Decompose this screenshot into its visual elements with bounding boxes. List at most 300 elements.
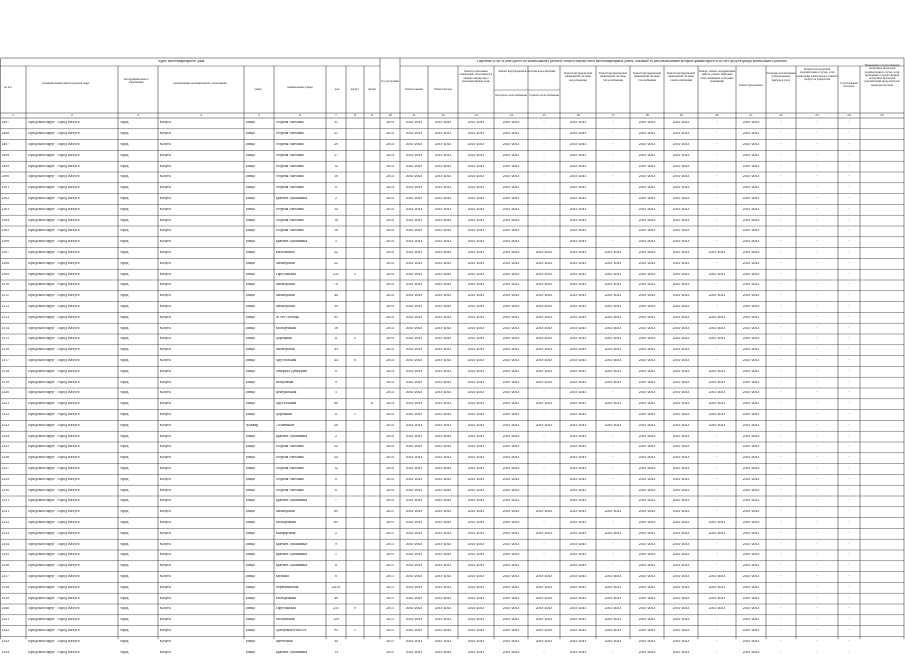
table-cell: -	[716, 261, 718, 265]
table-cell: 8	[335, 477, 337, 481]
table-cell	[862, 543, 903, 548]
table-cell: 2041-2043	[672, 283, 690, 287]
table-cell: -	[716, 197, 718, 200]
table-cell	[366, 413, 379, 418]
table-cell: 2041-2043	[672, 456, 690, 460]
table-cell: -	[780, 132, 782, 136]
table-cell: 2041-2043	[467, 132, 485, 136]
table-cell: 2518	[1, 369, 10, 373]
table-cell: -	[780, 348, 782, 352]
table-cell: 2041-2043	[405, 283, 423, 287]
table-cell: 2041-2043	[569, 445, 587, 449]
table-cell: 2041-2043	[569, 348, 587, 352]
table-cell: 2041-2043	[434, 542, 452, 546]
table-cell: -	[612, 197, 614, 200]
table-cell: улица	[245, 618, 255, 622]
table-cell: 2041-2043	[405, 315, 423, 319]
table-cell: -	[816, 618, 818, 622]
table-cell: 2041-2043	[742, 359, 760, 362]
table-cell: 2041-2043	[467, 575, 485, 578]
table-cell: Калуга	[159, 413, 171, 416]
table-cell: Городской округ "Город Калуга"	[27, 186, 82, 190]
table-cell: 2041-2043	[672, 251, 690, 254]
table-cell: Калуга	[159, 132, 171, 136]
table-cell: улица	[245, 186, 255, 190]
table-cell: 2041-2043	[638, 348, 656, 352]
table-cell: -	[848, 445, 850, 449]
table-cell: 2041-2043	[467, 629, 485, 632]
column-number: 10	[388, 113, 392, 117]
table-cell: 2041-2043	[405, 186, 423, 190]
table-cell: 2041-2043	[638, 283, 656, 287]
table-cell: 2041-2043	[672, 531, 690, 535]
table-cell: 8	[335, 369, 337, 373]
table-cell: Городской округ "Город Калуга"	[27, 585, 82, 589]
table-cell: 2041-2043	[502, 369, 520, 373]
table-cell: город	[119, 596, 129, 600]
table-cell: 2041-2043	[604, 261, 622, 265]
table-cell: Калуга	[159, 218, 171, 222]
table-cell: улица	[245, 229, 255, 233]
table-cell: город	[119, 488, 129, 492]
table-cell: 2015	[386, 521, 394, 524]
table-cell	[348, 175, 363, 180]
table-cell: 2041-2043	[405, 521, 423, 524]
table-cell: -	[716, 143, 718, 146]
table-cell: улица	[245, 132, 255, 136]
table-cell: Комфортная	[275, 531, 296, 535]
table-cell	[366, 327, 379, 332]
table-cell: 2041-2043	[638, 607, 656, 611]
table-cell: 2041-2043	[569, 315, 587, 319]
table-cell: Братьев Луканиных	[275, 553, 308, 557]
table-cell: -	[848, 143, 850, 146]
table-cell	[862, 337, 903, 342]
table-cell: 2041-2043	[434, 585, 452, 589]
table-cell: 12	[334, 467, 338, 470]
table-cell: 2041-2043	[604, 585, 622, 589]
table-cell: Георгия Амелина	[275, 121, 304, 125]
table-cell: -	[816, 542, 818, 546]
table-cell: -	[543, 143, 545, 146]
table-cell: -	[780, 477, 782, 481]
table-cell: 2041-2043	[638, 294, 656, 298]
table-cell: 74	[334, 283, 338, 287]
table-cell: город	[119, 261, 129, 265]
header-col-district: муниципальный район/городской округ	[42, 82, 90, 85]
table-cell	[862, 629, 903, 634]
column-number: 14	[509, 113, 513, 117]
table-cell	[348, 640, 363, 645]
table-cell	[366, 186, 379, 191]
table-cell	[348, 316, 363, 321]
table-cell: 2530	[1, 488, 10, 492]
table-cell: 2041-2043	[467, 596, 485, 600]
table-cell: 2041-2043	[502, 132, 520, 136]
table-cell: Георгия Амелина	[275, 143, 304, 146]
table-cell: 2041-2043	[405, 294, 423, 298]
table-cell: -	[816, 337, 818, 341]
table-cell: 2532	[1, 521, 10, 524]
table-cell: -	[816, 359, 818, 362]
table-cell: 2041-2043	[672, 499, 690, 503]
table-cell: 2041-2043	[569, 186, 587, 190]
table-cell: 2041-2043	[672, 629, 690, 632]
table-cell: 2041-2043	[467, 229, 485, 233]
table-cell: 2041-2043	[467, 359, 485, 362]
table-cell	[862, 165, 903, 170]
table-cell: 2041-2043	[672, 348, 690, 352]
table-cell: город	[119, 305, 129, 308]
table-cell: 2041-2043	[569, 434, 587, 438]
table-cell: 2014	[386, 402, 394, 406]
table-cell: -	[543, 434, 545, 438]
table-cell: -	[816, 434, 818, 438]
table-cell: 2041-2043	[569, 575, 587, 578]
table-cell: 2041-2043	[405, 391, 423, 395]
table-cell	[862, 424, 903, 429]
table-cell: Городской округ "Город Калуга"	[27, 261, 82, 265]
table-cell: улица	[245, 553, 255, 557]
table-cell: 2015	[386, 564, 394, 568]
table-cell: -	[780, 229, 782, 233]
table-cell: -	[716, 121, 718, 125]
table-cell	[348, 424, 363, 429]
table-cell: -	[848, 531, 850, 535]
table-cell: 60	[334, 402, 338, 406]
table-cell: 2041-2043	[708, 272, 726, 276]
table-cell: Калуга	[159, 261, 171, 265]
table-cell: 2041-2043	[638, 575, 656, 578]
table-cell: 2041-2043	[742, 477, 760, 481]
table-cell: город	[119, 283, 129, 287]
table-cell: 2041-2043	[434, 197, 452, 200]
table-cell: 2041-2043	[569, 607, 587, 611]
table-cell: 2041-2043	[535, 326, 553, 330]
table-cell: 2041-2043	[638, 218, 656, 222]
table-cell: -	[848, 348, 850, 352]
table-cell: 2041-2043	[569, 542, 587, 546]
table-cell: улица	[245, 218, 255, 222]
table-cell: Городской округ "Город Калуга"	[27, 531, 82, 535]
table-cell: Калуга	[159, 348, 171, 352]
table-cell: 2041-2043	[502, 402, 520, 406]
table-cell: 2041-2043	[535, 423, 553, 427]
table-cell: -	[612, 413, 614, 416]
table-cell	[366, 618, 379, 623]
table-cell	[862, 597, 903, 602]
table-cell: 2041-2043	[467, 531, 485, 535]
table-cell: Калуга	[159, 251, 171, 254]
table-cell	[862, 478, 903, 483]
table-cell: Калуга	[159, 283, 171, 287]
table-cell	[366, 262, 379, 267]
table-cell: Хрустальная	[275, 359, 297, 362]
column-number: 23	[815, 113, 819, 117]
table-cell: 2041-2043	[569, 229, 587, 233]
table-cell: Калуга	[159, 175, 171, 179]
table-cell	[348, 456, 363, 461]
table-cell: 2041-2043	[405, 402, 423, 406]
table-cell: город	[119, 477, 129, 481]
table-cell: 2041-2043	[638, 423, 656, 427]
table-cell: Георгия Амелина	[275, 218, 304, 222]
table-cell: -	[612, 132, 614, 136]
table-cell: 2041-2043	[434, 477, 452, 481]
table-cell: 39	[334, 305, 338, 308]
table-cell: 2014	[386, 499, 394, 503]
table-cell: улица	[245, 251, 255, 254]
table-cell: 2041-2043	[742, 423, 760, 427]
table-cell	[348, 478, 363, 483]
table-cell: 2041-2043	[434, 272, 452, 276]
table-cell	[348, 208, 363, 213]
table-cell: 2041-2043	[502, 618, 520, 622]
table-cell: -	[716, 467, 718, 470]
table-cell: Братьев Луканиных	[275, 564, 308, 568]
table-cell: 2041-2043	[467, 380, 485, 384]
table-cell: 2041-2043	[434, 132, 452, 136]
table-cell: город	[119, 315, 129, 319]
table-cell	[862, 316, 903, 321]
table-cell: Калуга	[159, 531, 171, 535]
table-cell: -	[780, 413, 782, 416]
table-cell: город	[119, 618, 129, 622]
table-cell: Братьев Луканиных	[275, 240, 308, 244]
table-cell: 2014	[386, 164, 394, 168]
table-cell: 2041-2043	[742, 283, 760, 287]
table-cell: Городской округ "Город Калуга"	[27, 521, 82, 524]
table-cell	[348, 165, 363, 170]
table-cell: 2041-2043	[434, 294, 452, 298]
table-cell: 2041-2043	[502, 423, 520, 427]
table-cell: 2041-2043	[502, 445, 520, 449]
table-cell: 2041-2043	[467, 261, 485, 265]
table-cell	[366, 543, 379, 548]
table-cell: 2041-2043	[467, 348, 485, 352]
table-cell: 13	[334, 650, 338, 654]
table-cell: 2041-2043	[467, 143, 485, 146]
table-cell: Георгия Амелина	[275, 477, 304, 481]
header-col-roof: Ремонт крыши	[405, 88, 423, 91]
table-cell: 2041-2043	[502, 261, 520, 265]
table-cell	[366, 219, 379, 224]
table-cell: 2041-2043	[405, 531, 423, 535]
table-cell: -	[816, 272, 818, 276]
table-cell: Тарутинская	[275, 272, 296, 276]
table-cell: 8	[335, 186, 337, 190]
table-cell	[862, 607, 903, 612]
table-cell: 2543	[1, 639, 10, 643]
table-cell: -	[543, 564, 545, 568]
table-cell: город	[119, 240, 129, 244]
table-cell: 2041-2043	[742, 650, 760, 654]
table-cell: город	[119, 251, 129, 254]
table-cell: 2041-2043	[742, 143, 760, 146]
table-cell	[366, 521, 379, 526]
table-cell: 5	[335, 391, 337, 395]
table-cell: 2041-2043	[405, 445, 423, 449]
table-cell: город	[119, 629, 129, 632]
table-cell: Калуга	[159, 488, 171, 492]
table-cell: Георгия Амелина	[275, 229, 304, 233]
table-cell: 2041-2043	[672, 477, 690, 481]
table-cell: Городской округ "Город Калуга"	[27, 445, 82, 449]
table-cell: Городской округ "Город Калуга"	[27, 477, 82, 481]
table-cell: 2041-2043	[604, 531, 622, 535]
table-cell: 2041-2043	[569, 564, 587, 568]
table-cell: -	[612, 229, 614, 233]
table-cell: -	[716, 542, 718, 546]
table-cell: 2041-2043	[405, 575, 423, 578]
table-cell	[862, 327, 903, 332]
table-cell: 2041-2043	[742, 207, 760, 211]
table-cell: 2041-2043	[672, 229, 690, 233]
table-cell: 2041-2043	[742, 510, 760, 514]
table-cell: Калуга	[159, 326, 171, 330]
table-cell: Городской округ "Город Калуга"	[27, 132, 82, 136]
table-cell: Городской округ "Город Калуга"	[27, 380, 82, 384]
table-cell: 2041-2043	[742, 499, 760, 503]
table-cell: -	[780, 521, 782, 524]
table-cell: Дорожная	[275, 337, 292, 341]
table-cell: 2041-2043	[672, 618, 690, 622]
table-cell: 2041-2043	[535, 596, 553, 600]
table-cell: 2041-2043	[434, 596, 452, 600]
table-cell: -	[716, 629, 718, 632]
table-cell: 2041-2043	[535, 607, 553, 611]
table-cell: Молодежная	[275, 596, 297, 600]
table-cell: улица	[245, 564, 255, 568]
table-cell: 2504	[1, 218, 10, 222]
table-cell: 2	[335, 197, 337, 200]
column-number: 1	[12, 113, 14, 117]
table-cell: 2500	[1, 175, 10, 179]
table-cell: 2014	[386, 132, 394, 136]
table-cell: 2014	[386, 153, 394, 157]
table-cell: Городской округ "Город Калуга"	[27, 575, 82, 578]
table-cell: -	[848, 510, 850, 514]
table-cell: город	[119, 348, 129, 352]
table-cell: 2041-2043	[502, 531, 520, 535]
table-cell: Калуга	[159, 467, 171, 470]
table-cell: Калуга	[159, 456, 171, 460]
table-cell: 2041-2043	[502, 251, 520, 254]
table-cell: 2041-2043	[604, 380, 622, 384]
table-cell: 2041-2043	[405, 153, 423, 157]
table-cell: 2041-2043	[708, 251, 726, 254]
table-cell: 2041-2043	[742, 197, 760, 200]
table-cell: 2041-2043	[672, 575, 690, 578]
table-cell: 2041-2043	[467, 564, 485, 568]
table-cell: 2041-2043	[638, 261, 656, 265]
table-cell: улица	[245, 380, 255, 384]
table-cell: 2	[354, 337, 356, 341]
table-cell: Георгия Амелина	[275, 445, 304, 449]
table-cell: -	[816, 456, 818, 460]
table-cell	[862, 197, 903, 202]
table-cell	[366, 283, 379, 288]
table-cell: -	[780, 326, 782, 330]
table-cell	[366, 197, 379, 202]
table-cell: 2041-2043	[742, 294, 760, 298]
table-cell: Б	[370, 402, 374, 406]
table-cell: Городской округ "Город Калуга"	[27, 488, 82, 492]
header-col-elevator: Ремонт, замена, модернизация лифтов, ремонт лифтовых шахт, машинных и блочных помещений	[698, 70, 736, 83]
table-cell: город	[119, 294, 129, 298]
table-cell: 2041-2043	[708, 369, 726, 373]
table-cell	[366, 467, 379, 472]
table-cell: 2041-2043	[569, 121, 587, 125]
table-cell: 2041-2043	[638, 510, 656, 514]
table-cell: Калуга	[159, 521, 171, 524]
table-cell: город	[119, 143, 129, 146]
table-cell: -	[612, 445, 614, 449]
table-cell	[862, 575, 903, 580]
table-cell	[348, 305, 363, 310]
table-cell: 2041-2043	[502, 326, 520, 330]
header-col-cold-water: Холодного водоснабжения	[495, 94, 527, 97]
table-cell	[348, 445, 363, 450]
table-cell: -	[848, 326, 850, 330]
table-cell: 2041-2043	[405, 585, 423, 589]
table-cell: 167	[333, 521, 339, 524]
table-cell	[366, 175, 379, 180]
table-cell: -	[816, 629, 818, 632]
table-cell: 2041-2043	[467, 510, 485, 514]
table-cell: 2041-2043	[638, 629, 656, 632]
table-cell: 2041-2043	[467, 251, 485, 254]
table-cell	[862, 402, 903, 407]
table-cell: Калуга	[159, 337, 171, 341]
table-cell: 2041-2043	[569, 326, 587, 330]
table-cell: -	[816, 531, 818, 535]
table-cell: 2041-2043	[434, 369, 452, 373]
table-cell: Городской округ "Город Калуга"	[27, 143, 82, 146]
table-cell: 2041-2043	[742, 607, 760, 611]
table-cell: 2539	[1, 596, 10, 600]
table-cell: 2041-2043	[434, 564, 452, 568]
table-cell	[348, 370, 363, 375]
table-cell: город	[119, 542, 129, 546]
table-cell: 2041-2043	[742, 153, 760, 157]
table-cell: 26/55	[331, 585, 341, 589]
table-cell: 2041-2043	[672, 175, 690, 179]
table-cell: 2041-2043	[742, 164, 760, 168]
table-cell: 2041-2043	[672, 207, 690, 211]
table-cell: -	[716, 305, 718, 308]
table-cell: Городской округ "Город Калуга"	[27, 326, 82, 330]
table-cell: Калуга	[159, 639, 171, 643]
header-col-facade: Ремонт фасада	[434, 88, 452, 91]
table-cell: город	[119, 186, 129, 190]
column-number: 6	[299, 113, 301, 117]
table-cell: 2041-2043	[569, 521, 587, 524]
table-cell: Городской округ "Город Калуга"	[27, 305, 82, 308]
table-cell: 2041-2043	[604, 326, 622, 330]
table-cell: 2014	[386, 240, 394, 244]
table-cell: улица	[245, 294, 255, 298]
table-cell: 2041-2043	[569, 164, 587, 168]
table-cell: 2041-2043	[672, 359, 690, 362]
table-cell: 2041-2043	[405, 553, 423, 557]
table-cell: 2041-2043	[742, 456, 760, 460]
table-cell: 2041-2043	[672, 337, 690, 341]
table-cell: -	[612, 153, 614, 157]
table-cell: 2041-2043	[742, 326, 760, 330]
table-cell: -	[848, 369, 850, 373]
column-number: 12	[441, 113, 445, 117]
